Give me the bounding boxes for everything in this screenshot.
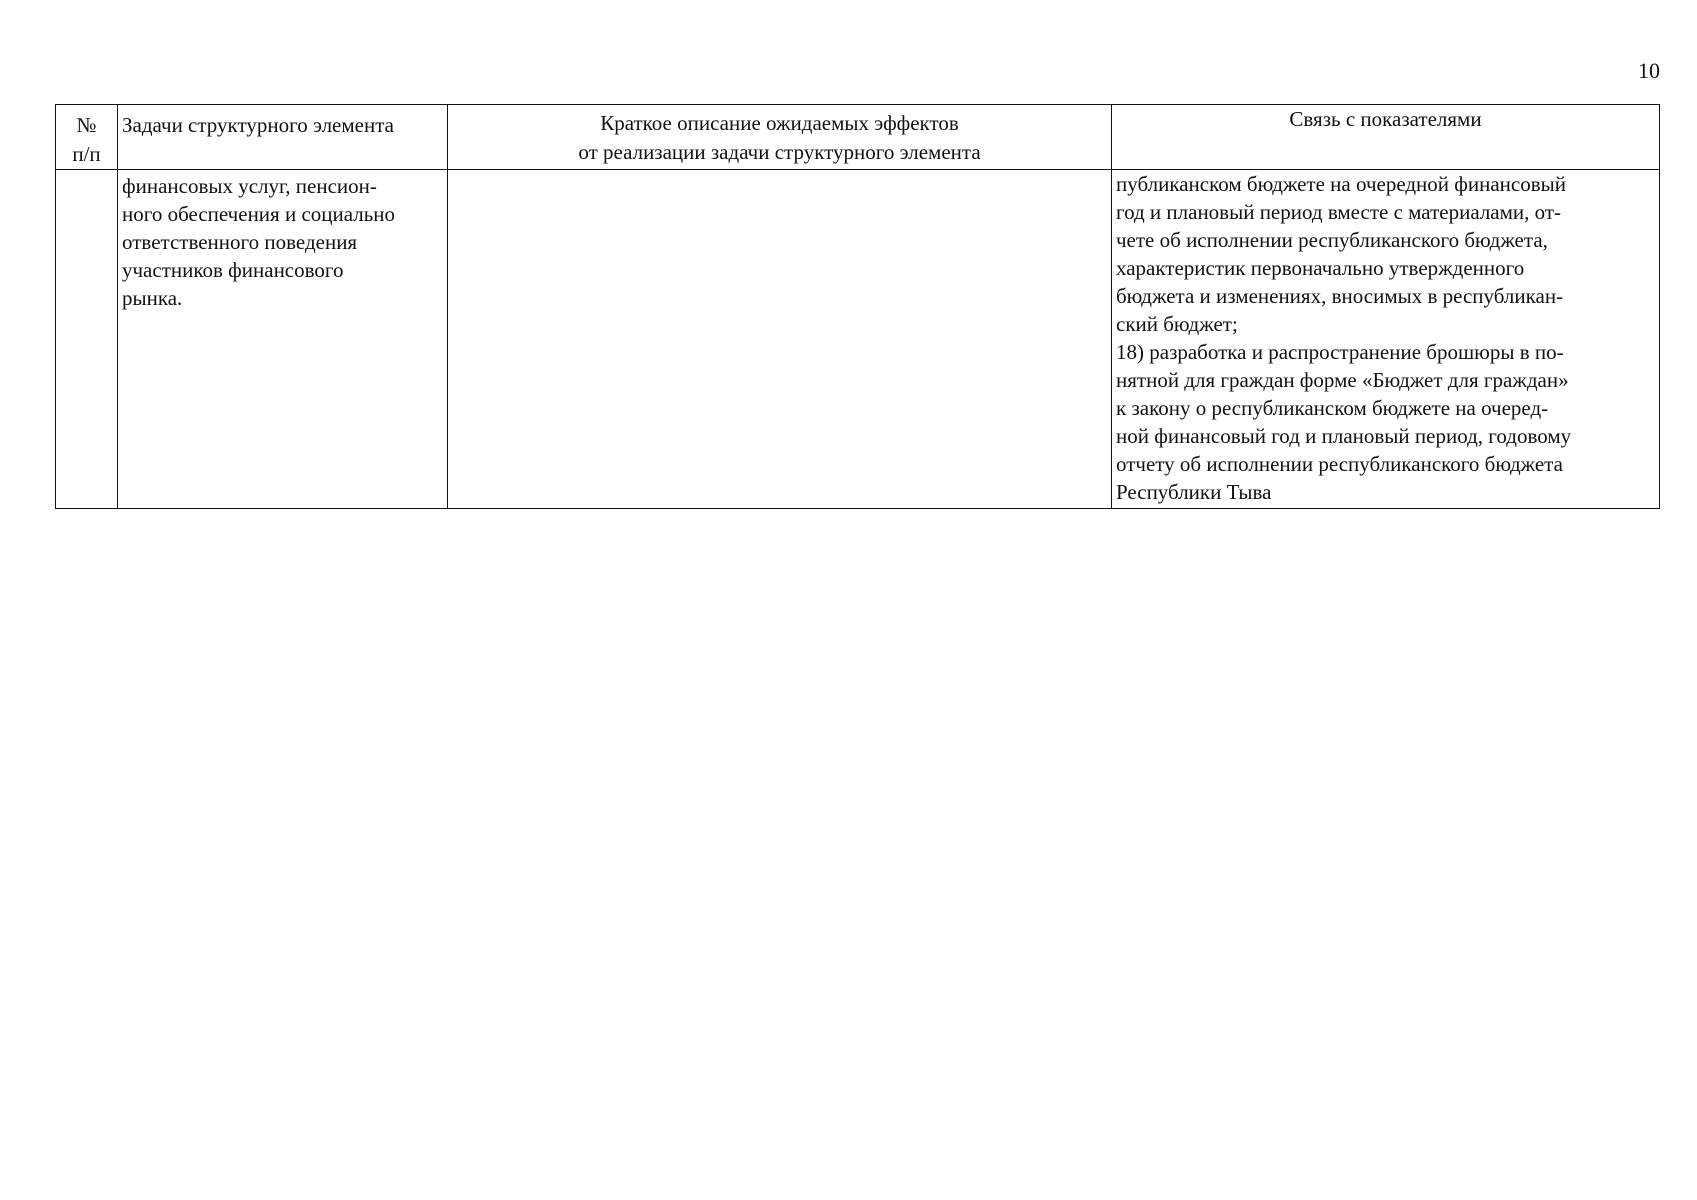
link-line: публиканском бюджете на очередной финансовый	[1116, 172, 1567, 196]
table-header-row	[56, 105, 1660, 170]
link-line: год и плановый период вместе с материалами, от-	[1116, 200, 1562, 224]
link-line: характеристик первоначально утвержденного	[1116, 256, 1525, 280]
header-description-line: Краткое описание ожидаемых эффектов	[600, 111, 959, 135]
page-number: 10	[1638, 58, 1660, 83]
task-line: участников финансового	[122, 258, 344, 282]
header-indicators-link	[1112, 105, 1660, 170]
table-row	[56, 170, 1660, 509]
cell-num	[56, 170, 118, 509]
link-line: нятной для граждан форме «Бюджет для граждан»	[1116, 368, 1569, 392]
link-line: бюджета и изменениях, вносимых в республикан-	[1116, 284, 1564, 308]
header-task	[118, 105, 448, 170]
task-line: рынка.	[122, 286, 183, 310]
link-line: ский бюджет;	[1116, 312, 1238, 336]
link-line: Республики Тыва	[1116, 480, 1272, 504]
cell-task	[118, 170, 448, 509]
header-task-label: Задачи структурного элемента	[122, 113, 394, 137]
header-num-line: п/п	[72, 142, 101, 166]
header-num	[56, 105, 118, 170]
tasks-table	[55, 104, 1660, 509]
link-line: 18) разработка и распространение брошюры в по-	[1116, 340, 1564, 364]
header-indicators-label: Связь с показателями	[1289, 107, 1482, 131]
task-line: финансовых услуг, пенсион-	[122, 174, 377, 198]
task-line: ного обеспечения и социально	[122, 202, 396, 226]
task-line: ответственного поведения	[122, 230, 358, 254]
cell-indicators-link	[1112, 170, 1660, 509]
link-line: к закону о республиканском бюджете на очеред-	[1116, 396, 1549, 420]
cell-description	[448, 170, 1112, 509]
link-line: отчету об исполнении республиканского бюджета	[1116, 452, 1563, 476]
link-line: ной финансовый год и плановый период, годовому	[1116, 424, 1572, 448]
header-description	[448, 105, 1112, 170]
link-line: чете об исполнении республиканского бюджета,	[1116, 228, 1548, 252]
header-description-line: от реализации задачи структурного элемента	[578, 140, 981, 164]
header-num-line: №	[76, 113, 97, 137]
